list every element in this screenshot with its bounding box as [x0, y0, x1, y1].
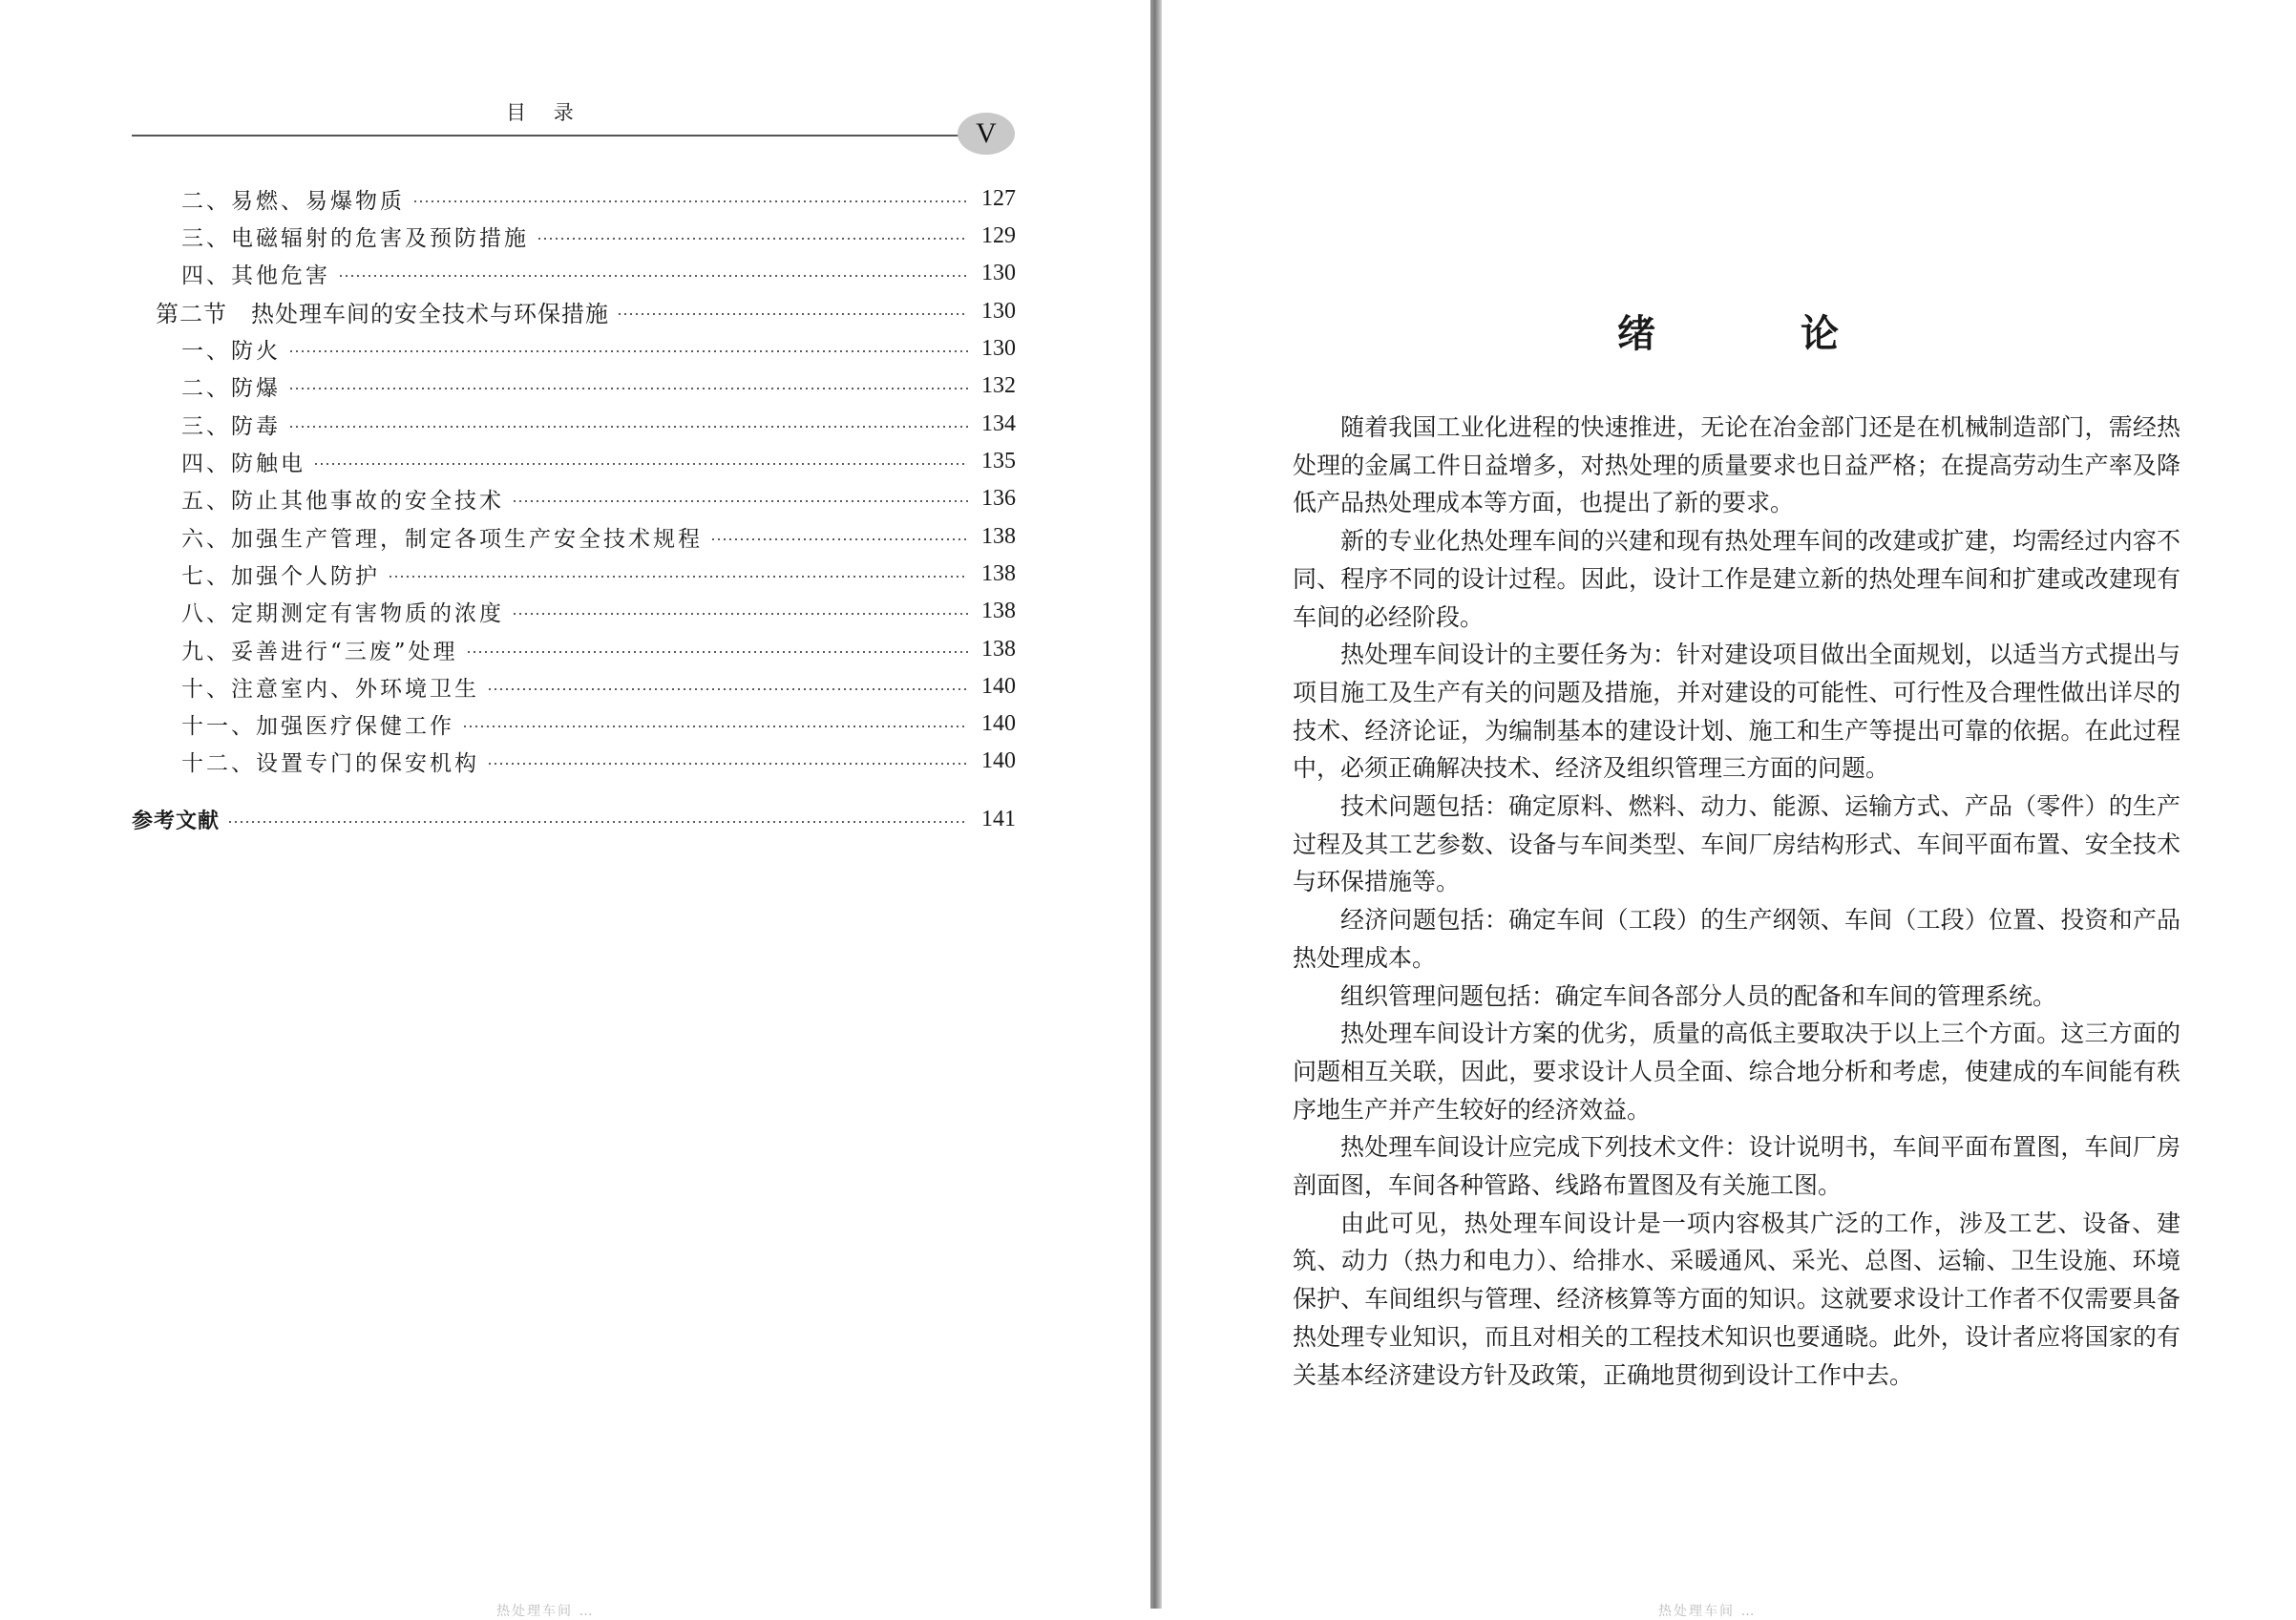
toc-leader-dots — [313, 463, 968, 465]
toc-leader-dots — [462, 726, 968, 727]
body-paragraph: 热处理车间设计的主要任务为：针对建设项目做出全面规划，以适当方式提出与项目施工及生产有关的问题及措施，并对建设的可能性、可行性及合理性做出详尽的技术、经济论证，为编制基本的建设计划、施工和生产等提出可靠的依据。在此过程中，必须正确解决技术、经济及组织管理三方面的问题。 — [1293, 641, 2180, 783]
toc-entry — [181, 557, 1016, 591]
toc-leader-dots — [288, 426, 968, 428]
toc-entry — [181, 256, 1016, 290]
toc-entry-page: 138 — [981, 636, 1016, 662]
toc-entry-page: 138 — [981, 523, 1016, 549]
toc-entry-label: 四、防触电 — [181, 451, 305, 476]
chapter-title-char-2: 论 — [1800, 312, 1841, 356]
toc-entry-page: 127 — [981, 185, 1016, 211]
toc-entry-page: 129 — [981, 222, 1016, 248]
toc-leader-dots — [710, 538, 968, 540]
toc-entry — [181, 669, 1016, 704]
toc-leader-dots — [338, 275, 968, 277]
toc-entry-page: 130 — [981, 335, 1016, 361]
toc-leader-dots — [487, 763, 968, 765]
toc-entry — [181, 481, 1016, 515]
toc-entry — [181, 444, 1016, 478]
toc-section-entry — [156, 294, 1016, 328]
toc-entry-label: 八、定期测定有害物质的浓度 — [181, 600, 504, 626]
toc-entry-label: 七、加强个人防护 — [181, 563, 380, 589]
toc-entry-page: 140 — [981, 673, 1016, 699]
toc-entry-page: 130 — [981, 260, 1016, 285]
toc-entry-label: 五、防止其他事故的安全技术 — [181, 488, 504, 514]
toc-leader-dots — [288, 388, 968, 389]
toc-entry-page: 132 — [981, 372, 1016, 398]
page-number-badge: V — [958, 113, 1015, 155]
body-paragraph: 组织管理问题包括：确定车间各部分人员的配备和车间的管理系统。 — [1340, 981, 2057, 1010]
toc-entry-page: 140 — [981, 710, 1016, 736]
header-rule — [132, 135, 972, 137]
toc-entry-label: 四、其他危害 — [181, 263, 330, 288]
toc-leader-dots — [388, 576, 968, 578]
toc-entry — [181, 368, 1016, 403]
toc-leader-dots — [512, 613, 968, 615]
body-paragraph: 热处理车间设计方案的优劣，质量的高低主要取决于以上三个方面。这三方面的问题相互关联，因此，要求设计人员全面、综合地分析和考虑，使建成的车间能有秩序地生产并产生较好的经济效益。 — [1293, 1020, 2180, 1124]
toc-entry-label: 十、注意室内、外环境卫生 — [181, 676, 479, 702]
toc-entry — [181, 331, 1016, 366]
toc-entry-label: 第二节 热处理车间的安全技术与环保措施 — [156, 300, 609, 327]
toc-references-entry — [132, 802, 1016, 836]
toc-entry-page: 141 — [981, 806, 1016, 831]
toc-entry — [181, 706, 1016, 741]
body-paragraph: 经济问题包括：确定车间（工段）的生产纲领、车间（工段）位置、投资和产品热处理成本。 — [1293, 906, 2180, 972]
page-footer: 热处理车间 … — [1658, 1604, 1757, 1619]
toc-leader-dots — [227, 821, 968, 823]
toc-leader-dots — [537, 238, 968, 240]
toc-entry-page: 130 — [981, 298, 1016, 324]
chapter-body — [1293, 409, 2180, 1394]
body-paragraph: 由此可见，热处理车间设计是一项内容极其广泛的工作，涉及工艺、设备、建筑、动力（热力和电力）、给排水、采暖通风、采光、总图、运输、卫生设施、环境保护、车间组织与管理、经济核算等方面的知识。这就要求设计工作者不仅需要具备热处理专业知识，而且对相关的工程技术知识也要通晓。此外，设计者应将国家的有关基本经济建设方针及政策，正确地贯彻到设计工作中去。 — [1293, 1209, 2180, 1389]
toc-entry-page: 134 — [981, 410, 1016, 436]
toc-entry-page: 138 — [981, 560, 1016, 586]
toc-entry-page: 136 — [981, 485, 1016, 511]
body-paragraph: 热处理车间设计应完成下列技术文件：设计说明书，车间平面布置图，车间厂房剖面图，车间各种管路、线路布置图及有关施工图。 — [1293, 1133, 2180, 1200]
toc-leader-dots — [288, 350, 968, 352]
toc-leader-dots — [466, 651, 968, 653]
toc-leader-dots — [617, 313, 968, 315]
toc-entry — [181, 594, 1016, 628]
toc-entry-label: 一、防火 — [181, 338, 281, 364]
toc-leader-dots — [412, 200, 968, 202]
book-spine — [1150, 0, 1162, 1609]
chapter-title-char-1: 绪 — [1617, 312, 1658, 356]
page-footer: 热处理车间 … — [496, 1604, 595, 1619]
header-title-char-1: 目 — [506, 101, 528, 124]
toc-entry-page: 140 — [981, 747, 1016, 773]
toc-leader-dots — [512, 500, 968, 502]
toc-entry-label: 参考文献 — [132, 809, 221, 833]
toc-entry-page: 135 — [981, 448, 1016, 473]
right-page — [1162, 0, 2296, 1619]
header-title-char-2: 录 — [553, 101, 576, 124]
toc-entry-label: 二、防爆 — [181, 375, 281, 401]
toc-entry — [181, 181, 1016, 216]
toc-entry — [181, 219, 1016, 253]
toc-entry-label: 三、防毒 — [181, 413, 281, 439]
toc-entry — [181, 519, 1016, 554]
toc-entry-label: 三、电磁辐射的危害及预防措施 — [181, 225, 529, 251]
toc-entry-label: 九、妥善进行“三废”处理 — [181, 639, 458, 664]
chapter-title — [1162, 304, 2296, 358]
toc-entry-label: 十二、设置专门的保安机构 — [181, 750, 479, 776]
toc-entry-page: 138 — [981, 598, 1016, 623]
body-paragraph: 新的专业化热处理车间的兴建和现有热处理车间的改建或扩建，均需经过内容不同、程序不同的设计过程。因此，设计工作是建立新的热处理车间和扩建或改建现有车间的必经阶段。 — [1293, 527, 2180, 631]
body-paragraph: 随着我国工业化进程的快速推进，无论在冶金部门还是在机械制造部门，需经热处理的金属工件日益增多，对热处理的质量要求也日益严格；在提高劳动生产率及降低产品热处理成本等方面，也提出了新的要求。 — [1293, 413, 2180, 517]
toc-leader-dots — [487, 688, 968, 690]
toc-entry — [181, 407, 1016, 441]
toc-entry-label: 二、易燃、易爆物质 — [181, 188, 405, 214]
toc-entry-label: 六、加强生产管理，制定各项生产安全技术规程 — [181, 526, 703, 552]
toc-entry — [181, 632, 1016, 666]
toc-entry — [181, 744, 1016, 778]
running-header — [506, 97, 576, 126]
toc-entry-label: 十一、加强医疗保健工作 — [181, 713, 454, 739]
body-paragraph: 技术问题包括：确定原料、燃料、动力、能源、运输方式、产品（零件）的生产过程及其工艺参数、设备与车间类型、车间厂房结构形式、车间平面布置、安全技术与环保措施等。 — [1293, 792, 2180, 896]
